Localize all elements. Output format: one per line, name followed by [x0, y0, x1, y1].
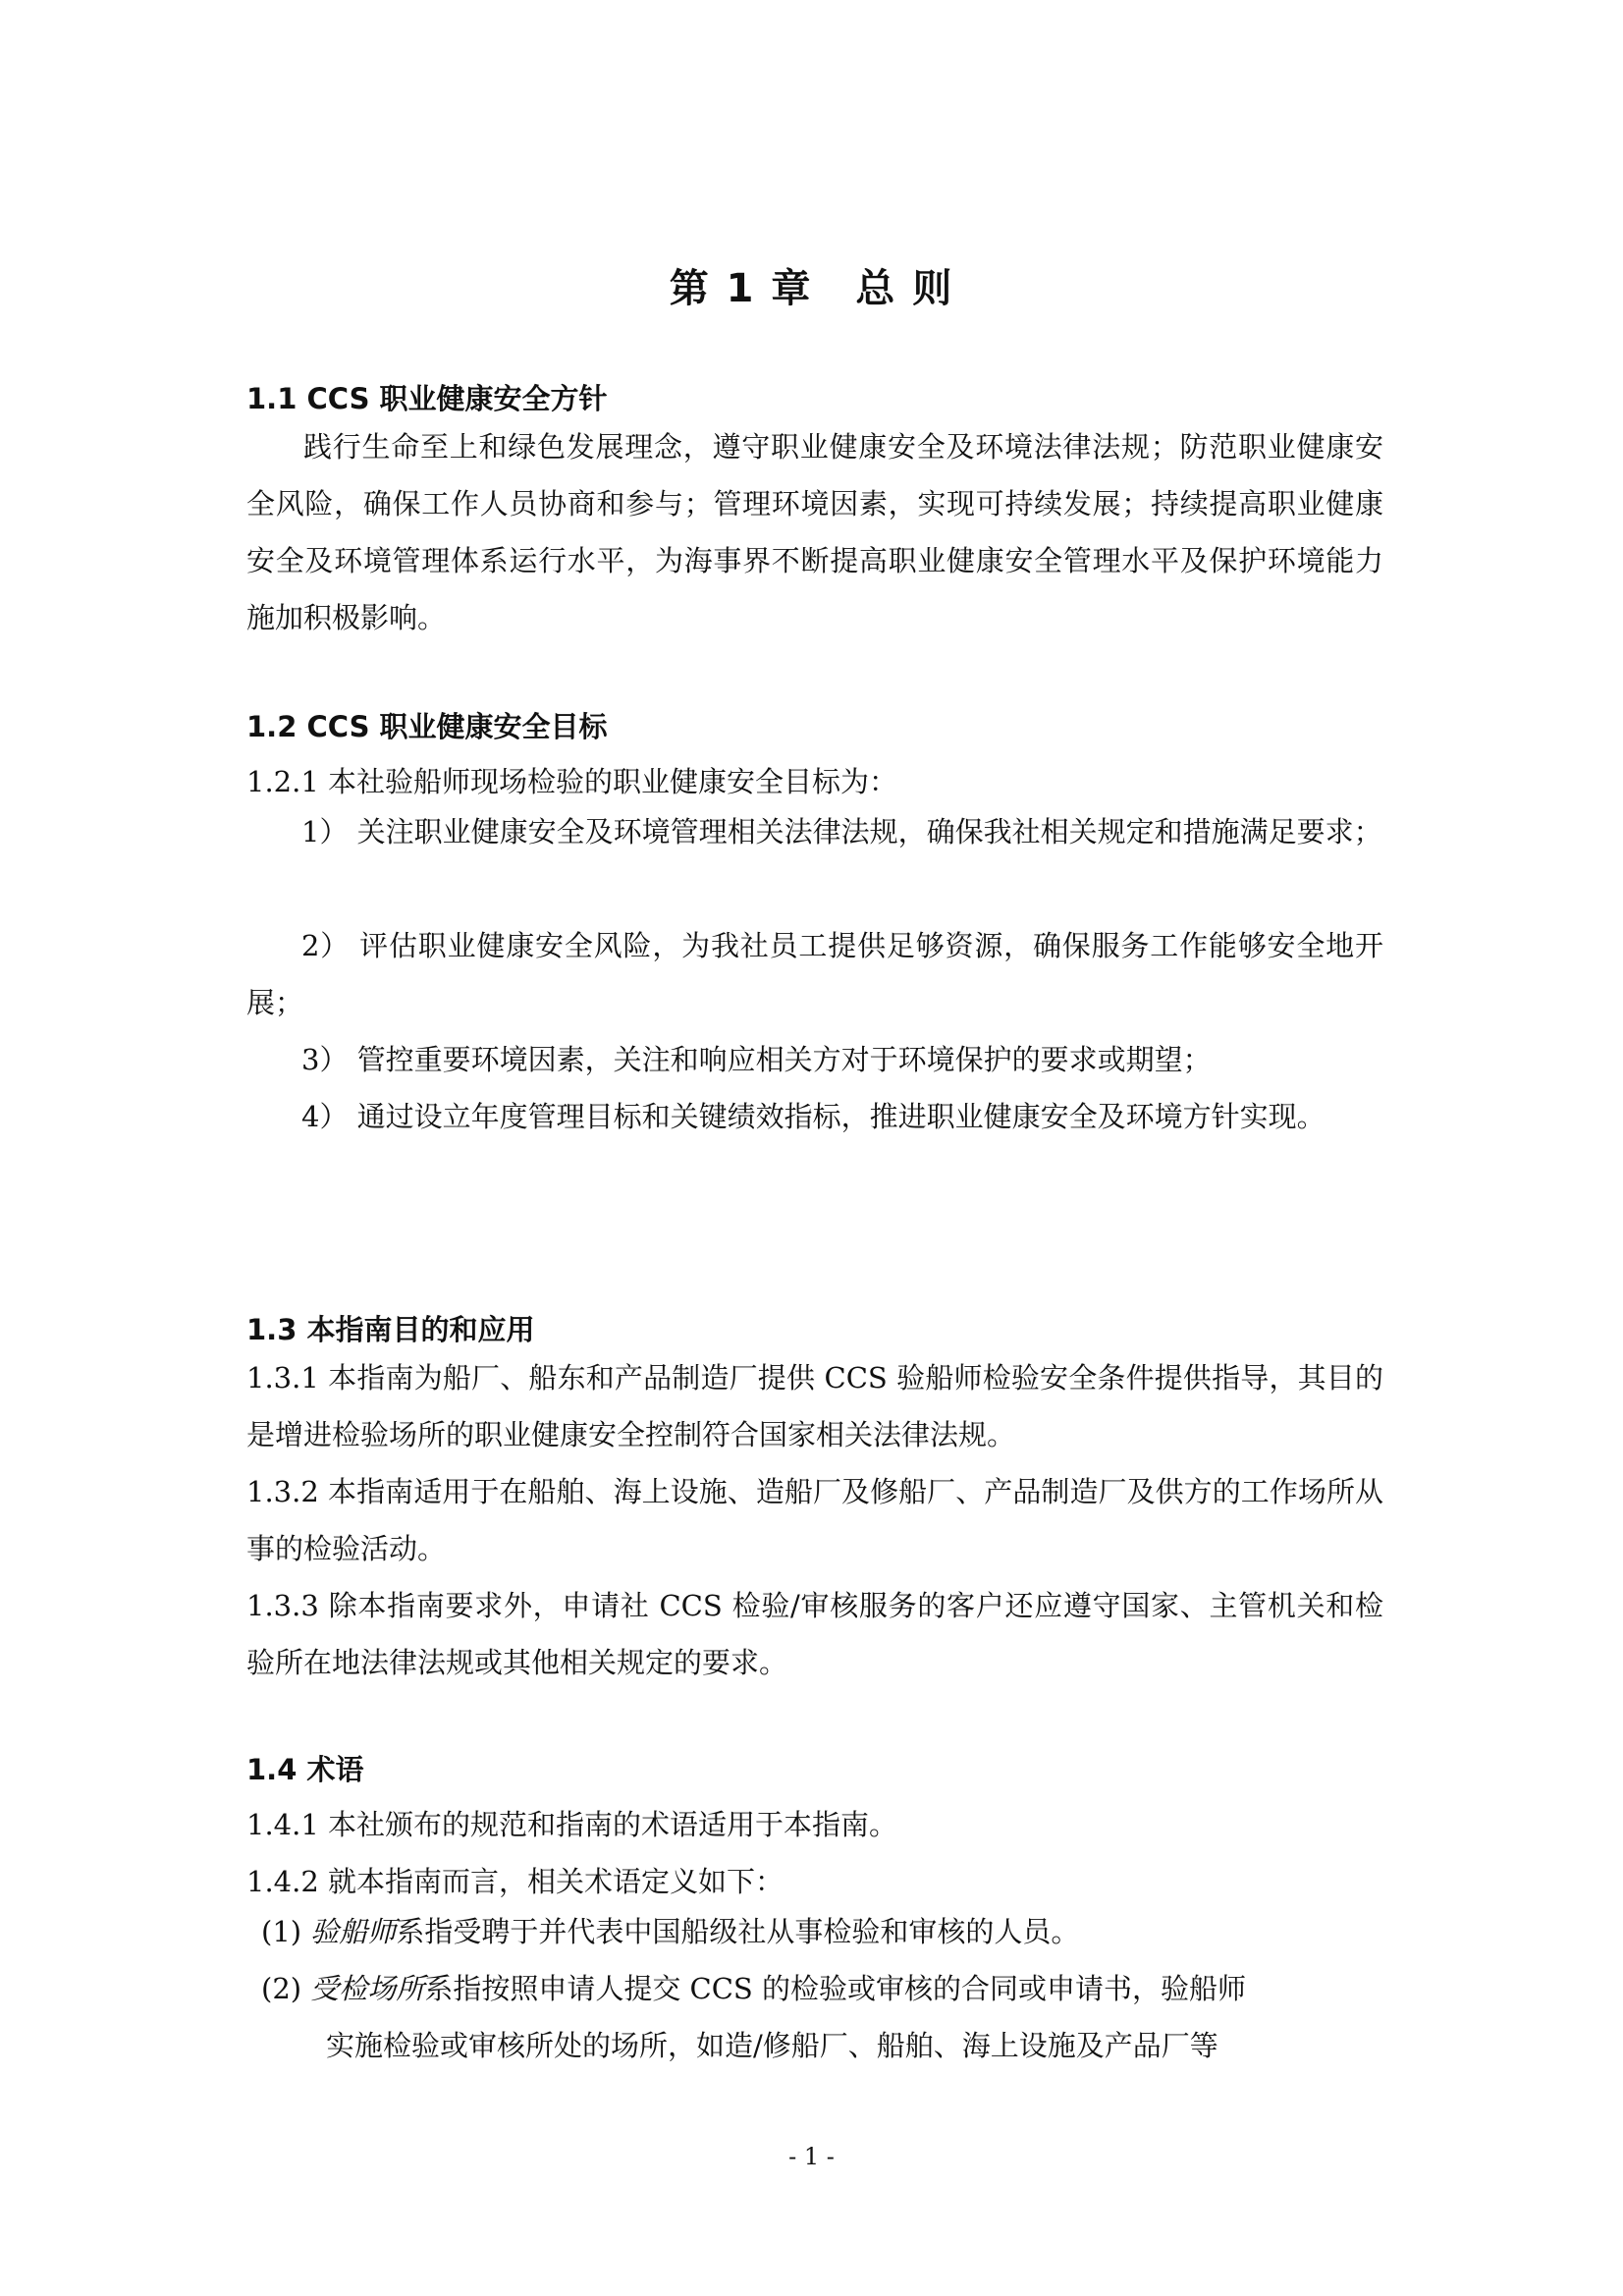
section-1-1-heading: 1.1 CCS 职业健康安全方针 — [246, 382, 608, 415]
chapter-number: 第 1 章 — [669, 266, 813, 311]
page-number: - 1 - — [788, 2143, 835, 2170]
section-1-3-3: 1.3.3 除本指南要求外，申请社 CCS 检验/审核服务的客户还应遵守国家、主管机关和检验所在地法律法规或其他相关规定的要求。 — [246, 1589, 1383, 1679]
section-1-2-1: 1.2.1 本社验船师现场检验的职业健康安全目标为： — [246, 765, 898, 798]
term-2-name: 受检场所 — [310, 1972, 425, 2005]
term-2-definition-line-1: 系指按照申请人提交 CCS 的检验或审核的合同或申请书，验船师 — [424, 1972, 1246, 2005]
section-1-3-1: 1.3.1 本指南为船厂、船东和产品制造厂提供 CCS 验船师检验安全条件提供指导，其目的是增进检验场所的职业健康安全控制符合国家相关法律法规。 — [246, 1361, 1383, 1451]
chapter-name: 总 则 — [855, 266, 954, 311]
objective-item-1: 1） 关注职业健康安全及环境管理相关法律法规，确保我社相关规定和措施满足要求； — [301, 815, 1382, 848]
term-1-definition: 系指受聘于并代表中国船级社从事检验和审核的人员。 — [396, 1915, 1080, 1948]
objective-item-4: 4） 通过设立年度管理目标和关键绩效指标，推进职业健康安全及环境方针实现。 — [301, 1100, 1325, 1133]
term-1-name: 验船师 — [310, 1915, 397, 1948]
term-definition-2 — [261, 1960, 1383, 2074]
term-1-number: (1) — [261, 1915, 311, 1948]
chapter-title — [0, 257, 1623, 313]
term-definition-1 — [261, 1903, 1383, 1960]
section-1-1-body: 践行生命至上和绿色发展理念，遵守职业健康安全及环境法律法规；防范职业健康安全风险，确保工作人员协商和参与；管理环境因素，实现可持续发展；持续提高职业健康安全及环境管理体系运行水平，为海事界不断提高职业健康安全管理水平及保护环境能力施加积极影响。 — [246, 430, 1383, 634]
section-1-4-1: 1.4.1 本社颁布的规范和指南的术语适用于本指南。 — [246, 1808, 898, 1841]
section-1-3-heading: 1.3 本指南目的和应用 — [246, 1313, 535, 1346]
section-1-4-heading: 1.4 术语 — [246, 1753, 364, 1786]
section-1-3-2: 1.3.2 本指南适用于在船舶、海上设施、造船厂及修船厂、产品制造厂及供方的工作场所从事的检验活动。 — [246, 1475, 1383, 1565]
term-2-number: (2) — [261, 1972, 311, 2005]
section-1-2-heading: 1.2 CCS 职业健康安全目标 — [246, 710, 608, 743]
term-2-definition-line-2: 实施检验或审核所处的场所，如造/修船厂、船舶、海上设施及产品厂等 — [326, 2029, 1218, 2062]
objective-item-3: 3） 管控重要环境因素，关注和响应相关方对于环境保护的要求或期望； — [301, 1043, 1212, 1076]
objective-item-2: 2） 评估职业健康安全风险，为我社员工提供足够资源，确保服务工作能够安全地开展； — [246, 929, 1383, 1019]
section-1-4-2: 1.4.2 就本指南而言，相关术语定义如下： — [246, 1865, 784, 1898]
